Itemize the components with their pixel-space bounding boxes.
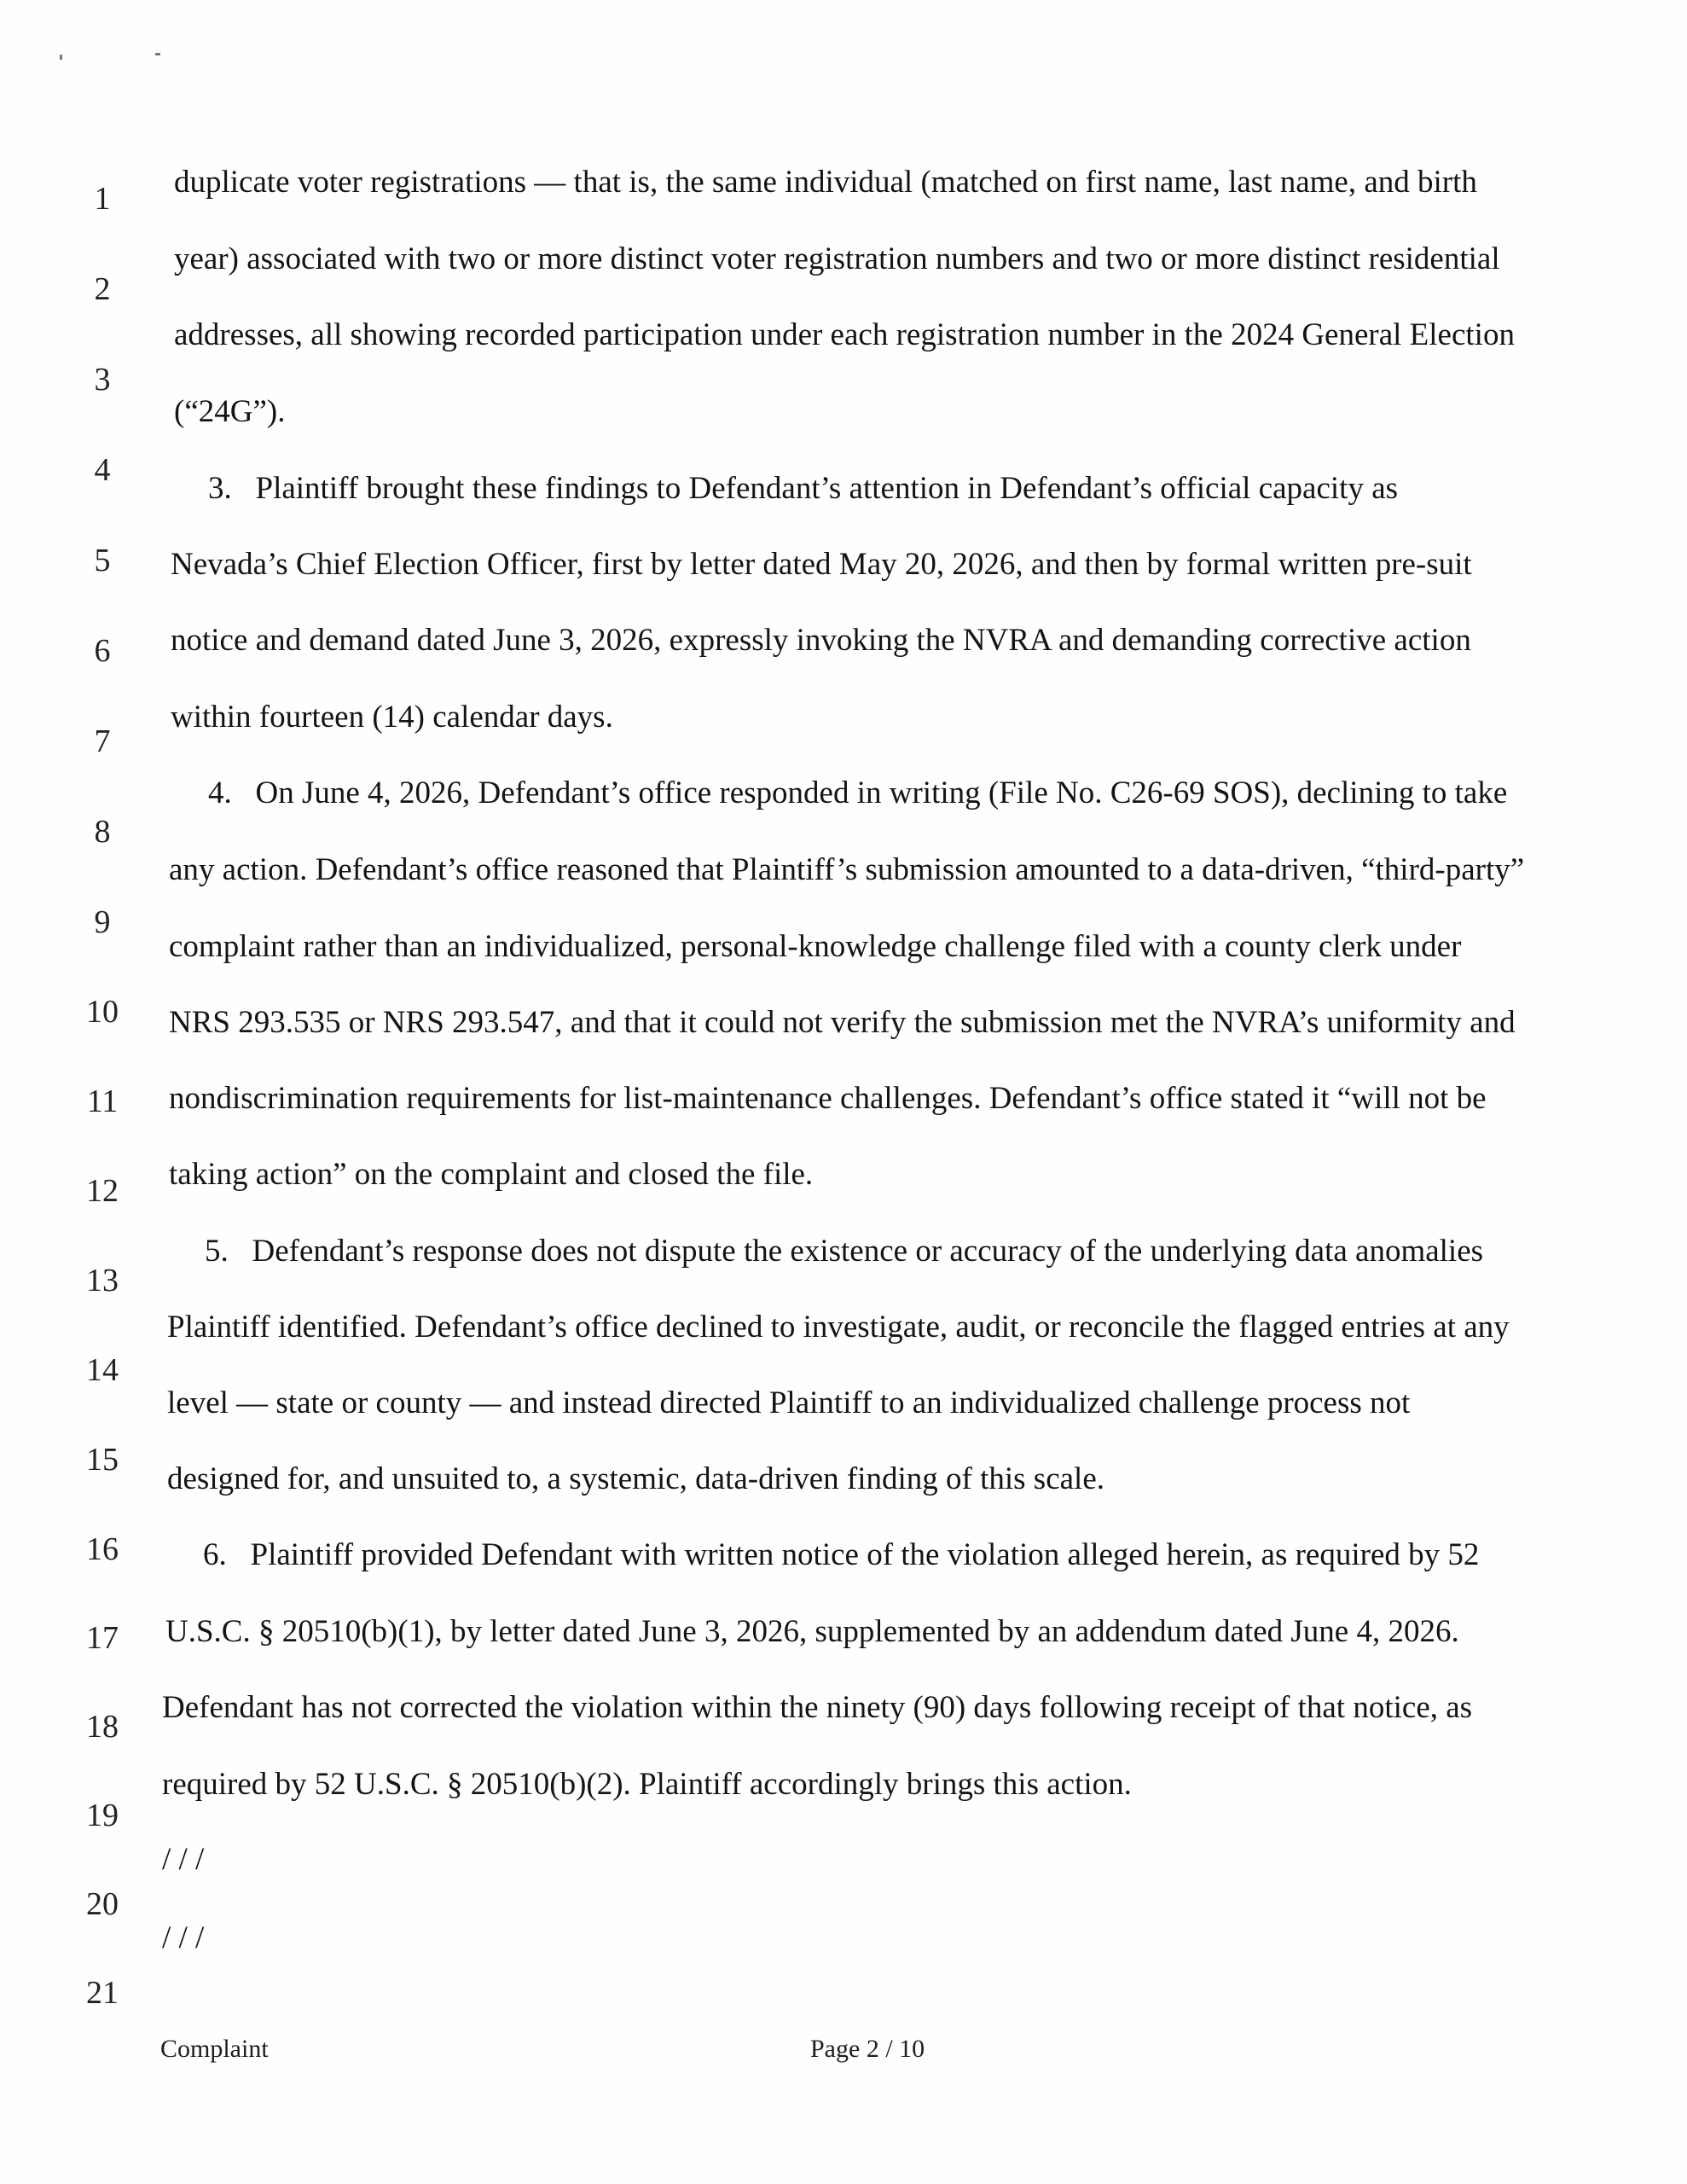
line-number: 21 bbox=[86, 1975, 119, 2011]
body-text-line: duplicate voter registrations — that is, the same individual (matched on first name, last name, and birth bbox=[174, 165, 1477, 200]
line-number: 14 bbox=[86, 1352, 119, 1388]
body-text-line: level — state or county — and instead directed Plaintiff to an individualized challenge process not bbox=[167, 1385, 1411, 1420]
body-text-line: nondiscrimination requirements for list-maintenance challenges. Defendant’s office stated it “will not be bbox=[169, 1081, 1487, 1116]
line-number: 11 bbox=[86, 1083, 119, 1119]
body-text-line: taking action” on the complaint and closed the file. bbox=[169, 1157, 814, 1192]
line-number: 19 bbox=[86, 1798, 119, 1833]
line-number: 6 bbox=[94, 633, 111, 669]
body-text-line: Defendant has not corrected the violation within the ninety (90) days following receipt of that notice, as bbox=[162, 1690, 1473, 1725]
body-text-line: NRS 293.535 or NRS 293.547, and that it could not verify the submission met the NVRA’s uniformity and bbox=[169, 1005, 1516, 1040]
paragraph-5-start: 5. Defendant’s response does not dispute the existence or accuracy of the underlying data anomalies bbox=[205, 1234, 1484, 1269]
scan-artifact bbox=[155, 53, 160, 55]
body-text-line: year) associated with two or more distinct voter registration numbers and two or more distinct residential bbox=[174, 241, 1500, 276]
line-number: 8 bbox=[94, 814, 111, 850]
body-text-line: complaint rather than an individualized, personal-knowledge challenge filed with a county clerk under bbox=[169, 929, 1462, 964]
paragraph-4-start: 4. On June 4, 2026, Defendant’s office responded in writing (File No. C26-69 SOS), declining to take bbox=[208, 775, 1508, 810]
body-text-line: Nevada’s Chief Election Officer, first by letter dated May 20, 2026, and then by formal written pre-suit bbox=[171, 547, 1472, 582]
body-text-line: U.S.C. § 20510(b)(1), by letter dated June 3, 2026, supplemented by an addendum dated June 4, 2026. bbox=[165, 1614, 1459, 1649]
footer-page-number: Page 2 / 10 bbox=[810, 2035, 925, 2063]
body-text-line: (“24G”). bbox=[174, 394, 286, 429]
body-text-line: required by 52 U.S.C. § 20510(b)(2). Plaintiff accordingly brings this action. bbox=[162, 1767, 1132, 1802]
body-text-line: any action. Defendant’s office reasoned that Plaintiff’s submission amounted to a data-driven, “third-party” bbox=[169, 852, 1525, 887]
line-number: 16 bbox=[86, 1531, 119, 1567]
continuation-slashes: / / / bbox=[162, 1842, 205, 1877]
paragraph-6-start: 6. Plaintiff provided Defendant with written notice of the violation alleged herein, as required by 52 bbox=[203, 1537, 1480, 1572]
line-number: 5 bbox=[94, 543, 111, 578]
footer-document-title: Complaint bbox=[160, 2035, 269, 2063]
line-number: 2 bbox=[94, 271, 111, 307]
line-number: 1 bbox=[94, 181, 111, 217]
scan-artifact bbox=[60, 55, 62, 60]
body-text-line: notice and demand dated June 3, 2026, expressly invoking the NVRA and demanding corrective action bbox=[171, 623, 1471, 658]
line-number: 15 bbox=[86, 1442, 119, 1478]
body-text-line: designed for, and unsuited to, a systemic, data-driven finding of this scale. bbox=[167, 1461, 1104, 1496]
line-number: 3 bbox=[94, 362, 111, 398]
line-number: 17 bbox=[86, 1620, 119, 1656]
body-text-line: Plaintiff identified. Defendant’s office declined to investigate, audit, or reconcile the flagged entries at any bbox=[167, 1310, 1510, 1345]
line-number: 4 bbox=[94, 452, 111, 488]
body-text-line: within fourteen (14) calendar days. bbox=[171, 700, 613, 735]
body-text-line: addresses, all showing recorded participation under each registration number in the 2024 General Election bbox=[174, 317, 1515, 352]
line-number: 12 bbox=[86, 1173, 119, 1209]
line-number: 20 bbox=[86, 1886, 119, 1922]
line-number: 9 bbox=[94, 904, 111, 940]
line-number: 7 bbox=[94, 723, 111, 759]
line-number: 10 bbox=[86, 994, 119, 1030]
line-number: 13 bbox=[86, 1263, 119, 1298]
paragraph-3-start: 3. Plaintiff brought these findings to Defendant’s attention in Defendant’s official capacity as bbox=[208, 471, 1399, 506]
line-number: 18 bbox=[86, 1709, 119, 1745]
continuation-slashes: / / / bbox=[162, 1920, 205, 1955]
